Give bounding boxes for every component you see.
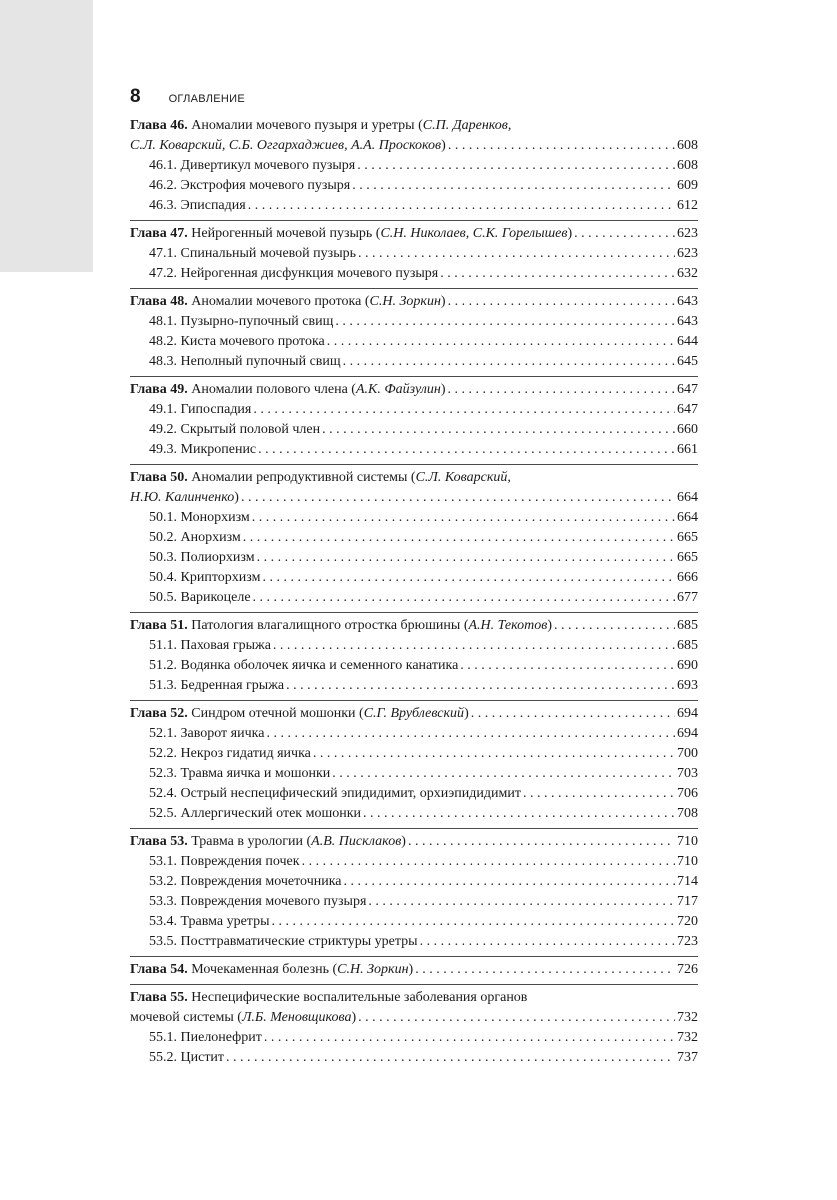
page-ref: 644 (677, 334, 698, 349)
chapter-heading: Глава 48. Аномалии мочевого протока ( С.Н. Зоркин ) . . . 643 (130, 292, 698, 312)
chapter-49 (130, 376, 698, 464)
section-entry (130, 568, 698, 588)
chapter-53 (130, 828, 698, 956)
section-entry (130, 548, 698, 568)
section-title: 53.2. Повреждения мочеточника (149, 874, 342, 889)
leader-dots (241, 488, 675, 508)
section-title: 50.5. Варикоцеле (149, 590, 251, 605)
section-title: 50.1. Монорхизм (149, 510, 250, 525)
chapter-54 (130, 956, 698, 984)
page-ref: 647 (677, 402, 698, 417)
section-title: 46.2. Экстрофия мочевого пузыря (149, 178, 351, 193)
page-ref: 609 (677, 178, 698, 193)
page-ref: 665 (677, 550, 698, 565)
page-ref: 643 (677, 314, 698, 329)
leader-dots (574, 224, 675, 244)
section-title: 48.3. Неполный пупочный свищ (149, 354, 341, 369)
section-title: 53.1. Повреждения почек (149, 854, 300, 869)
page-number: 8 (130, 86, 141, 107)
section-title: 53.5. Посттравматические стриктуры уретры (149, 934, 418, 949)
page-header (130, 86, 245, 110)
page-ref: 694 (677, 706, 698, 721)
chapter-label: Глава 55. (130, 990, 188, 1005)
section-entry (130, 636, 698, 656)
chapter-heading-line-2: Н.Ю. Калинченко ) . . . 664 (130, 488, 698, 508)
section-entry (130, 872, 698, 892)
leader-dots (554, 616, 675, 636)
section-title: 47.2. Нейрогенная дисфункция мочевого пузыря (149, 266, 439, 281)
chapter-heading-line-2: мочевой системы ( Л.Б. Меновщикова ) . . . 732 (130, 1008, 698, 1028)
chapter-title: Синдром отечной мошонки ( (191, 706, 364, 721)
chapter-label: Глава 52. (130, 706, 188, 721)
section-title: 50.2. Анорхизм (149, 530, 241, 545)
section-title: 49.2. Скрытый половой член (149, 422, 321, 437)
section-title: 49.1. Гипоспадия (149, 402, 252, 417)
leader-dots (415, 960, 675, 980)
section-title: 47.1. Спинальный мочевой пузырь (149, 246, 356, 261)
chapter-heading-line-1 (130, 468, 698, 488)
section-entry (130, 676, 698, 696)
chapter-authors: А.Н. Текотов (468, 618, 548, 633)
section-entry (130, 176, 698, 196)
page-ref: 700 (677, 746, 698, 761)
chapter-title-cont: мочевой системы ( (130, 1010, 242, 1025)
chapter-authors-cont: Н.Ю. Калинченко (130, 490, 235, 505)
section-entry (130, 264, 698, 284)
chapter-heading-line-2: С.Л. Коварский, С.Б. Оггархаджиев, А.А. Проскоков ) . . . 608 (130, 136, 698, 156)
section-title: 53.4. Травма уретры (149, 914, 270, 929)
section-entry (130, 912, 698, 932)
page-ref: 643 (677, 294, 698, 309)
chapter-52 (130, 700, 698, 828)
chapter-title: Неспецифические воспалительные заболевания органов (191, 990, 528, 1005)
chapter-title: Мочекаменная болезнь ( (191, 962, 338, 977)
chapter-label: Глава 47. (130, 226, 188, 241)
chapter-authors: А.К. Файзулин (355, 382, 441, 397)
section-entry (130, 352, 698, 372)
section-title: 52.5. Аллергический отек мошонки (149, 806, 362, 821)
leader-dots (448, 380, 675, 400)
chapter-authors: С.Н. Зоркин (337, 962, 409, 977)
page-ref: 632 (677, 266, 698, 281)
chapter-label: Глава 46. (130, 118, 188, 133)
page-ref: 677 (677, 590, 698, 605)
section-entry (130, 400, 698, 420)
chapter-title: Аномалии репродуктивной системы ( (191, 470, 416, 485)
chapter-authors: С.Г. Врублевский (363, 706, 465, 721)
section-title: 52.2. Некроз гидатид яичка (149, 746, 311, 761)
page-ref: 661 (677, 442, 698, 457)
page-ref: 732 (677, 1030, 698, 1045)
page-ref: 623 (677, 246, 698, 261)
chapter-title: Травма в урологии ( (191, 834, 312, 849)
section-entry (130, 528, 698, 548)
section-entry (130, 784, 698, 804)
chapter-title: Аномалии полового члена ( (191, 382, 356, 397)
page-ref: 685 (677, 638, 698, 653)
chapter-label: Глава 48. (130, 294, 188, 309)
section-title: 50.4. Крипторхизм (149, 570, 261, 585)
section-entry (130, 852, 698, 872)
section-title: 52.4. Острый неспецифический эпидидимит, орхиэпидидимит (149, 786, 521, 801)
chapter-heading: Глава 53. Травма в урологии ( А.В. Писклаков ) . . . 710 (130, 832, 698, 852)
chapter-46 (130, 116, 698, 220)
section-title: 51.2. Водянка оболочек яичка и семенного канатика (149, 658, 459, 673)
page-ref: 666 (677, 570, 698, 585)
section-title: 46.3. Эписпадия (149, 198, 246, 213)
chapter-47 (130, 220, 698, 288)
page-ref: 703 (677, 766, 698, 781)
page-ref: 714 (677, 874, 698, 889)
section-title: 49.3. Микропенис (149, 442, 257, 457)
section-entry (130, 892, 698, 912)
section-entry (130, 932, 698, 952)
chapter-label: Глава 50. (130, 470, 188, 485)
section-entry (130, 764, 698, 784)
chapter-heading: Глава 51. Патология влагалищного отростка брюшины ( А.Н. Текотов ) . . . 685 (130, 616, 698, 636)
chapter-heading-line-1 (130, 116, 698, 136)
page-ref: 665 (677, 530, 698, 545)
chapter-label: Глава 54. (130, 962, 188, 977)
chapter-heading: Глава 47. Нейрогенный мочевой пузырь ( С.Н. Николаев, С.К. Горелышев ) . . . 623 (130, 224, 698, 244)
section-entry (130, 332, 698, 352)
chapter-label: Глава 53. (130, 834, 188, 849)
chapter-authors: С.П. Даренков, (422, 118, 512, 133)
page-ref: 690 (677, 658, 698, 673)
chapter-title: Аномалии мочевого пузыря и уретры ( (191, 118, 423, 133)
page-ref: 710 (677, 854, 698, 869)
chapter-heading: Глава 54. Мочекаменная болезнь ( С.Н. Зоркин ) . . . 726 (130, 960, 698, 980)
section-entry (130, 312, 698, 332)
section-entry (130, 508, 698, 528)
chapter-heading-line-1 (130, 988, 698, 1008)
chapter-authors: С.Н. Николаев, С.К. Горелышев (380, 226, 568, 241)
chapter-authors: С.Л. Коварский, (415, 470, 511, 485)
chapter-title: Аномалии мочевого протока ( (191, 294, 370, 309)
page-ref: 685 (677, 618, 698, 633)
page-ref: 608 (677, 158, 698, 173)
section-entry (130, 588, 698, 608)
page-ref: 664 (677, 490, 698, 505)
section-entry (130, 420, 698, 440)
leader-dots (408, 832, 675, 852)
chapter-51 (130, 612, 698, 700)
chapter-48 (130, 288, 698, 376)
chapter-heading: Глава 52. Синдром отечной мошонки ( С.Г. Врублевский ) . . . 694 (130, 704, 698, 724)
page-ref: 737 (677, 1050, 698, 1065)
section-title: 50.3. Полиорхизм (149, 550, 255, 565)
section-entry (130, 1028, 698, 1048)
section-title: 52.1. Заворот яичка (149, 726, 265, 741)
section-title: 53.3. Повреждения мочевого пузыря (149, 894, 367, 909)
chapter-heading: Глава 49. Аномалии полового члена ( А.К. Файзулин ) . . . 647 (130, 380, 698, 400)
page-ref: 706 (677, 786, 698, 801)
page-ref: 710 (677, 834, 698, 849)
chapter-authors: С.Н. Зоркин (369, 294, 441, 309)
page-ref: 693 (677, 678, 698, 693)
chapter-title: Патология влагалищного отростка брюшины ( (191, 618, 469, 633)
page-ref: 623 (677, 226, 698, 241)
page-ref: 723 (677, 934, 698, 949)
page-ref: 664 (677, 510, 698, 525)
section-entry (130, 1048, 698, 1068)
page-edge-tab (0, 0, 93, 272)
section-title: 55.2. Цистит (149, 1050, 225, 1065)
chapter-title: Нейрогенный мочевой пузырь ( (191, 226, 381, 241)
page-ref: 608 (677, 138, 698, 153)
section-title: 46.1. Дивертикул мочевого пузыря (149, 158, 356, 173)
section-entry (130, 440, 698, 460)
chapter-authors-cont: С.Л. Коварский, С.Б. Оггархаджиев, А.А. Проскоков (130, 138, 442, 153)
table-of-contents (130, 116, 698, 1072)
page-ref: 612 (677, 198, 698, 213)
page-ref: 720 (677, 914, 698, 929)
chapter-label: Глава 51. (130, 618, 188, 633)
section-title: 55.1. Пиелонефрит (149, 1030, 262, 1045)
section-entry (130, 196, 698, 216)
section-entry (130, 724, 698, 744)
leader-dots (448, 292, 675, 312)
page-ref: 732 (677, 1010, 698, 1025)
page-ref: 647 (677, 382, 698, 397)
section-entry (130, 804, 698, 824)
section-entry (130, 656, 698, 676)
page-ref: 645 (677, 354, 698, 369)
section-entry (130, 156, 698, 176)
chapter-label: Глава 49. (130, 382, 188, 397)
chapter-50 (130, 464, 698, 612)
leader-dots (471, 704, 675, 724)
chapter-authors: А.В. Писклаков (311, 834, 402, 849)
chapter-55 (130, 984, 698, 1072)
chapter-authors: Л.Б. Меновщикова (241, 1010, 352, 1025)
section-title: 51.3. Бедренная грыжа (149, 678, 285, 693)
section-title: 48.1. Пузырно-пупочный свищ (149, 314, 334, 329)
page-ref: 708 (677, 806, 698, 821)
section-entry (130, 244, 698, 264)
leader-dots (358, 1008, 675, 1028)
page-ref: 660 (677, 422, 698, 437)
running-title: ОГЛАВЛЕНИЕ (168, 93, 245, 105)
page-ref: 726 (677, 962, 698, 977)
section-entry (130, 744, 698, 764)
page-ref: 694 (677, 726, 698, 741)
section-title: 51.1. Паховая грыжа (149, 638, 271, 653)
leader-dots (448, 136, 675, 156)
section-title: 48.2. Киста мочевого протока (149, 334, 325, 349)
page-ref: 717 (677, 894, 698, 909)
section-title: 52.3. Травма яичка и мошонки (149, 766, 331, 781)
